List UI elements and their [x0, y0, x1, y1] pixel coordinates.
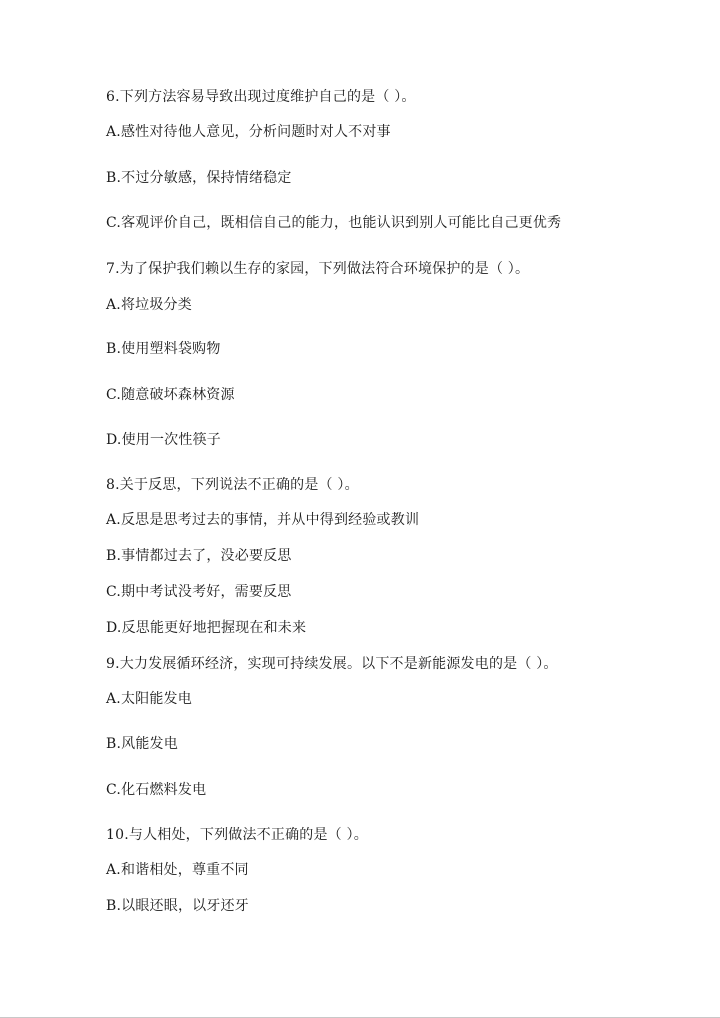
question-8-option-a: A.反思是思考过去的事情，并从中得到经验或教训 [106, 512, 420, 528]
question-8-option-c: C.期中考试没考好，需要反思 [106, 584, 292, 600]
question-9-option-b: B.风能发电 [106, 736, 178, 752]
question-10-stem: 10.与人相处，下列做法不正确的是（ ）。 [106, 827, 368, 843]
question-8-option-d: D.反思能更好地把握现在和未来 [106, 620, 307, 636]
question-8-option-b: B.事情都过去了，没必要反思 [106, 548, 292, 564]
question-7-option-c: C.随意破坏森林资源 [106, 387, 235, 403]
question-6-option-b: B.不过分敏感，保持情绪稳定 [106, 170, 292, 186]
question-6-stem: 6.下列方法容易导致出现过度维护自己的是（ ）。 [106, 89, 416, 105]
question-9-option-a: A.太阳能发电 [106, 691, 192, 707]
question-9-stem: 9.大力发展循环经济，实现可持续发展。以下不是新能源发电的是（ ）。 [106, 656, 558, 672]
question-6-option-a: A.感性对待他人意见，分析问题时对人不对事 [106, 124, 391, 140]
question-9-option-c: C.化石燃料发电 [106, 782, 207, 798]
question-8-stem: 8.关于反思，下列说法不正确的是（ ）。 [106, 477, 359, 493]
question-10-option-a: A.和谐相处，尊重不同 [106, 862, 249, 878]
question-6-option-c: C.客观评价自己，既相信自己的能力，也能认识到别人可能比自己更优秀 [106, 215, 562, 231]
question-7-option-d: D.使用一次性筷子 [106, 432, 221, 448]
question-7-stem: 7.为了保护我们赖以生存的家园，下列做法符合环境保护的是（ ）。 [106, 261, 530, 277]
question-7-option-b: B.使用塑料袋购物 [106, 341, 221, 357]
question-7-option-a: A.将垃圾分类 [106, 297, 192, 313]
question-10-option-b: B.以眼还眼，以牙还牙 [106, 898, 249, 914]
